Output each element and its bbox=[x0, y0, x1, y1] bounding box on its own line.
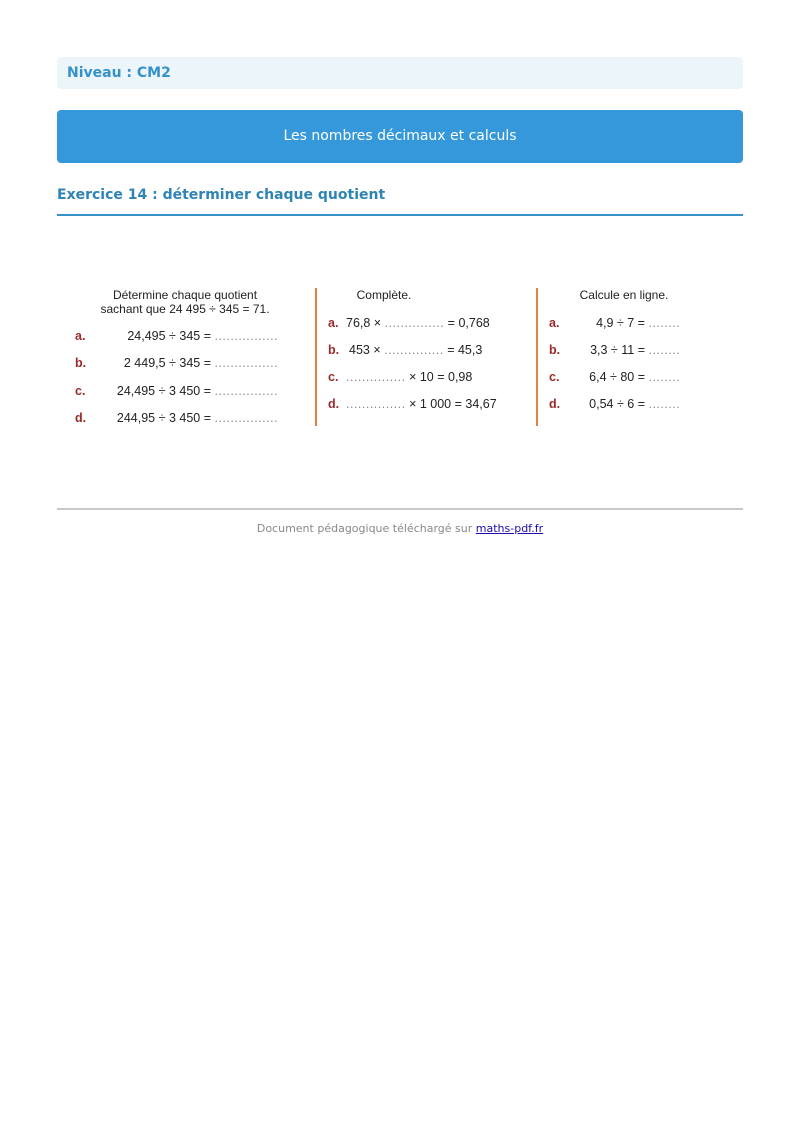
list-item bbox=[549, 343, 680, 357]
exercise-content bbox=[57, 280, 743, 440]
heading-line-2: sachant que 24 495 ÷ 345 = 71. bbox=[100, 302, 270, 316]
item-expression: 4,9 ÷ 7 = bbox=[596, 316, 645, 330]
list-item bbox=[549, 316, 680, 330]
item-letter: d. bbox=[328, 397, 340, 411]
item-letter: d. bbox=[75, 411, 87, 425]
item-letter: a. bbox=[549, 316, 560, 330]
exercise-header bbox=[57, 186, 743, 216]
item-prefix: 76,8 × bbox=[346, 316, 382, 330]
answer-blank[interactable]: ............... bbox=[384, 343, 444, 357]
answer-blank[interactable]: ................ bbox=[214, 411, 279, 425]
level-label: Niveau : CM2 bbox=[67, 65, 171, 81]
answer-blank[interactable]: ............... bbox=[346, 397, 406, 411]
list-item bbox=[75, 356, 278, 370]
column-divider bbox=[315, 288, 317, 426]
list-item bbox=[328, 316, 490, 330]
item-suffix: = 45,3 bbox=[447, 343, 483, 357]
footer-link[interactable]: maths-pdf.fr bbox=[475, 522, 544, 535]
answer-blank[interactable]: ............... bbox=[346, 370, 406, 384]
answer-blank[interactable]: ........ bbox=[648, 343, 681, 357]
footer-divider bbox=[57, 508, 743, 510]
list-item bbox=[75, 329, 278, 343]
list-item bbox=[75, 384, 278, 398]
item-letter: b. bbox=[75, 356, 87, 370]
list-item bbox=[549, 397, 680, 411]
answer-blank[interactable]: ................ bbox=[214, 356, 279, 370]
item-letter: a. bbox=[75, 329, 86, 343]
item-letter: b. bbox=[328, 343, 340, 357]
list-item bbox=[328, 397, 497, 411]
item-letter: a. bbox=[328, 316, 339, 330]
footer bbox=[0, 522, 800, 535]
item-expression: 24,495 ÷ 3 450 = bbox=[116, 384, 211, 398]
list-item bbox=[549, 370, 680, 384]
answer-blank[interactable]: ........ bbox=[648, 316, 681, 330]
column-heading: Complète. bbox=[356, 288, 412, 302]
item-expression: 244,95 ÷ 3 450 = bbox=[116, 411, 211, 425]
list-item bbox=[328, 370, 472, 384]
list-item bbox=[75, 411, 278, 425]
answer-blank[interactable]: ................ bbox=[214, 329, 279, 343]
answer-blank[interactable]: ................ bbox=[214, 384, 279, 398]
item-letter: b. bbox=[549, 343, 561, 357]
list-item bbox=[328, 343, 482, 357]
item-expression: 2 449,5 ÷ 345 = bbox=[123, 356, 211, 370]
exercise-title: Exercice 14 : déterminer chaque quotient bbox=[57, 187, 386, 203]
item-suffix: × 1 000 = 34,67 bbox=[409, 397, 497, 411]
item-letter: c. bbox=[75, 384, 86, 398]
answer-blank[interactable]: ........ bbox=[648, 397, 681, 411]
item-expression: 0,54 ÷ 6 = bbox=[589, 397, 645, 411]
item-letter: c. bbox=[328, 370, 339, 384]
heading-line-1: Détermine chaque quotient bbox=[112, 288, 258, 302]
item-expression: 24,495 ÷ 345 = bbox=[127, 329, 211, 343]
item-expression: 3,3 ÷ 11 = bbox=[590, 343, 645, 357]
item-prefix: 453 × bbox=[349, 343, 381, 357]
item-suffix: = 0,768 bbox=[447, 316, 490, 330]
column-heading: Calcule en ligne. bbox=[579, 288, 669, 302]
answer-blank[interactable]: ............... bbox=[384, 316, 445, 330]
column-complete bbox=[328, 280, 528, 440]
item-suffix: × 10 = 0,98 bbox=[409, 370, 473, 384]
chapter-title: Les nombres décimaux et calculs bbox=[283, 128, 517, 144]
column-heading bbox=[75, 288, 295, 316]
item-expression: 6,4 ÷ 80 = bbox=[589, 370, 645, 384]
footer-text: Document pédagogique téléchargé sur bbox=[256, 522, 473, 535]
chapter-banner bbox=[57, 110, 743, 163]
column-inline bbox=[549, 280, 689, 440]
level-box bbox=[57, 57, 743, 89]
item-letter: d. bbox=[549, 397, 561, 411]
item-letter: c. bbox=[549, 370, 560, 384]
column-divider bbox=[536, 288, 538, 426]
column-quotients bbox=[75, 280, 295, 440]
answer-blank[interactable]: ........ bbox=[648, 370, 681, 384]
